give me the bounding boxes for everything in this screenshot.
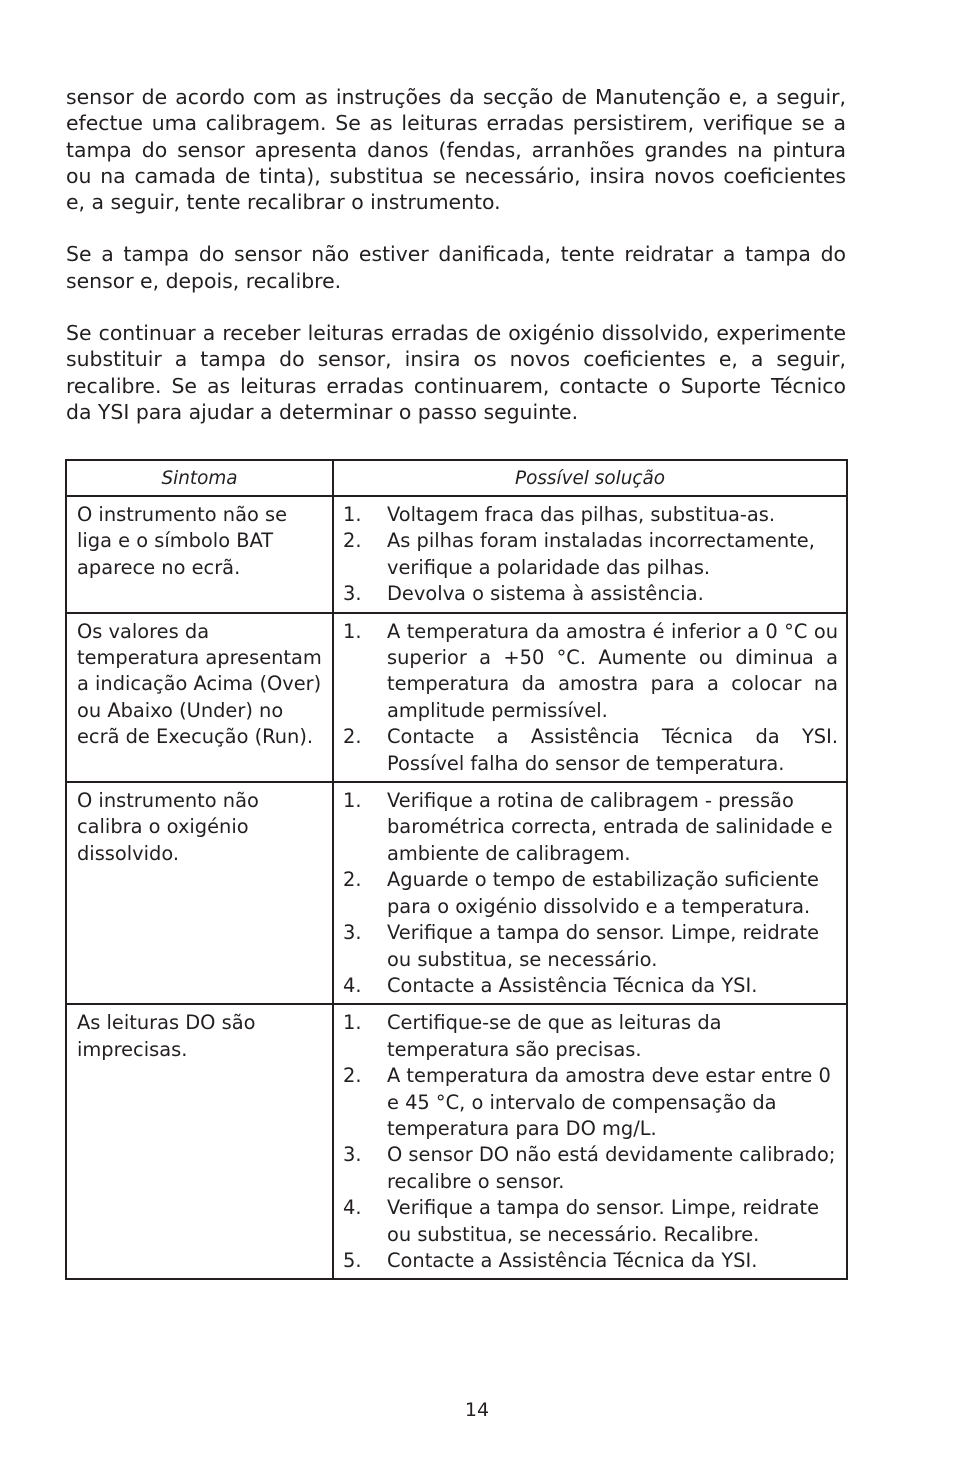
step-number: 2. <box>343 529 362 553</box>
paragraph-3: Se continuar a receber leituras erradas de oxigénio dissolvido, experimente substituir a tampa do sensor, insira os novos coeficientes e, a seguir, recalibre. Se as leituras erradas continuarem, contacte o Suporte Técnico da YSI para ajudar a determinar o passo seguinte. <box>66 321 846 424</box>
step-number: 3. <box>343 1143 362 1167</box>
step-text: Contacte a Assistência Técnica da YSI. <box>387 973 758 997</box>
step-text: Contacte a Assistência Técnica da YSI. <box>387 1248 758 1272</box>
step-text: O sensor DO não está devidamente calibrado; recalibre o sensor. <box>387 1143 836 1193</box>
paragraph-1: sensor de acordo com as instruções da secção de Manutenção e, a seguir, efectue uma calibragem. Se as leituras erradas persistirem, verifique se a tampa do sensor apresenta danos (fendas, arranhões grandes na pintura ou na camada de tinta), substitua se necessário, insira novos coeficientes e, a seguir, tente recalibrar o instrumento. <box>66 85 846 215</box>
step-number: 4. <box>343 973 362 997</box>
solution-cell <box>333 496 847 613</box>
solution-list <box>343 502 838 608</box>
solution-cell <box>333 782 847 1004</box>
troubleshooting-table <box>65 459 848 1280</box>
list-item <box>343 502 838 528</box>
solution-list <box>343 1010 838 1274</box>
symptom-cell <box>66 1004 333 1279</box>
symptom-text: O instrumento não calibra o oxigénio dissolvido. <box>77 789 259 865</box>
list-item <box>343 619 838 725</box>
step-text: Certifique-se de que as leituras da temperatura são precisas. <box>387 1011 722 1061</box>
symptom-cell <box>66 613 333 782</box>
list-item <box>343 581 838 607</box>
list-item <box>343 528 838 581</box>
step-number: 2. <box>343 725 362 749</box>
step-number: 5. <box>343 1248 362 1272</box>
header-symptom: Sintoma <box>66 460 333 496</box>
solution-list <box>343 619 838 777</box>
step-number: 1. <box>343 619 362 643</box>
list-item <box>343 1195 838 1248</box>
list-item <box>343 1142 838 1195</box>
page-number: 14 <box>464 1399 490 1421</box>
list-item <box>343 1010 838 1063</box>
list-item <box>343 724 838 777</box>
step-text: Aguarde o tempo de estabilização suficiente para o oxigénio dissolvido e a temperatura. <box>387 868 819 918</box>
list-item <box>343 788 838 867</box>
step-number: 3. <box>343 921 362 945</box>
step-text: As pilhas foram instaladas incorrectamente, verifique a polaridade das pilhas. <box>387 529 815 579</box>
symptom-cell <box>66 782 333 1004</box>
solution-cell <box>333 613 847 782</box>
step-number: 1. <box>343 503 362 526</box>
solution-cell <box>333 1004 847 1279</box>
step-text: Voltagem fraca das pilhas, substitua-as. <box>387 503 776 526</box>
symptom-cell <box>66 496 333 613</box>
symptom-text: Os valores da temperatura apresentam a indicação Acima (Over) ou Abaixo (Under) no ecrã de Execução (Run). <box>77 619 322 749</box>
step-number: 2. <box>343 1064 362 1088</box>
step-text: Verifique a tampa do sensor. Limpe, reidrate ou substitua, se necessário. Recalibre. <box>387 1196 820 1246</box>
list-item <box>343 920 838 973</box>
step-text: A temperatura da amostra deve estar entre 0 e 45 °C, o intervalo de compensação da temperatura para DO mg/L. <box>387 1064 831 1140</box>
table-row <box>66 782 847 1004</box>
step-number: 3. <box>343 582 362 606</box>
step-text: Verifique a rotina de calibragem - pressão barométrica correcta, entrada de salinidade e ambiente de calibragem. <box>387 789 833 865</box>
list-item <box>343 867 838 920</box>
troubleshooting-table-container <box>65 459 846 1280</box>
step-number: 1. <box>343 1011 362 1035</box>
step-number: 1. <box>343 789 362 813</box>
list-item <box>343 1248 838 1274</box>
symptom-text: As leituras DO são imprecisas. <box>77 1011 256 1061</box>
step-text: Devolva o sistema à assistência. <box>387 582 704 606</box>
paragraph-2: Se a tampa do sensor não estiver danificada, tente reidratar a tampa do sensor e, depois, recalibre. <box>66 242 846 293</box>
header-solution: Possível solução <box>333 460 847 496</box>
step-text: A temperatura da amostra é inferior a 0 °C ou superior a +50 °C. Aumente ou diminua a temperatura da amostra para a colocar na amplitude permissível. <box>387 619 838 722</box>
list-item <box>343 973 838 999</box>
table-row <box>66 496 847 613</box>
table-row <box>66 613 847 782</box>
table-row <box>66 1004 847 1279</box>
symptom-text: O instrumento não se liga e o símbolo BAT aparece no ecrã. <box>77 503 288 579</box>
table-header-row <box>66 460 847 496</box>
step-number: 4. <box>343 1196 362 1220</box>
step-text: Contacte a Assistência Técnica da YSI. Possível falha do sensor de temperatura. <box>387 725 838 775</box>
step-number: 2. <box>343 868 362 892</box>
body-text <box>66 84 846 451</box>
list-item <box>343 1063 838 1142</box>
step-text: Verifique a tampa do sensor. Limpe, reidrate ou substitua, se necessário. <box>387 921 820 971</box>
solution-list <box>343 788 838 999</box>
